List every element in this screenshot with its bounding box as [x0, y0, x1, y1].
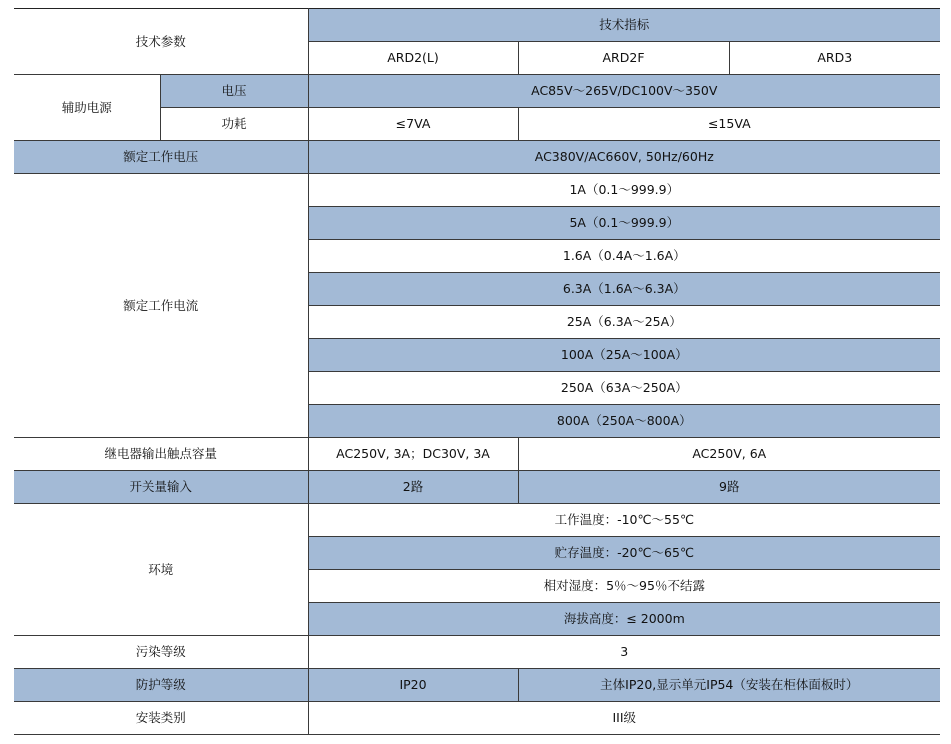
rated-voltage-row: [14, 141, 940, 174]
rated-current-value: 25A（6.3A～25A）: [308, 306, 940, 339]
environment-row: [14, 504, 940, 537]
aux-power-label: 辅助电源: [14, 75, 160, 141]
install-value: III级: [308, 702, 940, 735]
protection-ard2: IP20: [308, 669, 518, 702]
relay-label: 继电器输出触点容量: [14, 438, 308, 471]
switch-input-row: [14, 471, 940, 504]
rated-voltage-label: 额定工作电压: [14, 141, 308, 174]
voltage-value: AC85V～265V/DC100V～350V: [308, 75, 940, 108]
pollution-label: 污染等级: [14, 636, 308, 669]
model-ard2f: ARD2F: [518, 42, 729, 75]
voltage-label: 电压: [160, 75, 308, 108]
pollution-value: 3: [308, 636, 940, 669]
header-row: [14, 9, 940, 42]
model-ard2l: ARD2(L): [308, 42, 518, 75]
rated-current-value: 6.3A（1.6A～6.3A）: [308, 273, 940, 306]
environment-value: 工作温度：-10℃～55℃: [308, 504, 940, 537]
rated-current-row: [14, 174, 940, 207]
environment-label: 环境: [14, 504, 308, 636]
environment-value: 相对湿度：5％～95％不结露: [308, 570, 940, 603]
rated-current-value: 800A（250A～800A）: [308, 405, 940, 438]
protection-other: 主体IP20,显示单元IP54（安装在柜体面板时）: [518, 669, 940, 702]
relay-ard2: AC250V, 3A；DC30V, 3A: [308, 438, 518, 471]
power-ard2: ≤7VA: [308, 108, 518, 141]
rated-current-value: 1A（0.1～999.9）: [308, 174, 940, 207]
spec-header: 技术指标: [308, 9, 940, 42]
relay-row: [14, 438, 940, 471]
model-ard3: ARD3: [729, 42, 940, 75]
aux-voltage-row: [14, 75, 940, 108]
environment-value: 贮存温度：-20℃～65℃: [308, 537, 940, 570]
rated-current-value: 1.6A（0.4A～1.6A）: [308, 240, 940, 273]
power-label: 功耗: [160, 108, 308, 141]
switch-input-label: 开关量输入: [14, 471, 308, 504]
switch-input-other: 9路: [518, 471, 940, 504]
environment-value: 海拔高度：≤ 2000m: [308, 603, 940, 636]
relay-other: AC250V, 6A: [518, 438, 940, 471]
spec-table: [14, 8, 940, 735]
install-row: [14, 702, 940, 735]
switch-input-ard2: 2路: [308, 471, 518, 504]
protection-label: 防护等级: [14, 669, 308, 702]
rated-current-value: 100A（25A～100A）: [308, 339, 940, 372]
pollution-row: [14, 636, 940, 669]
protection-row: [14, 669, 940, 702]
rated-current-value: 5A（0.1～999.9）: [308, 207, 940, 240]
power-other: ≤15VA: [518, 108, 940, 141]
rated-voltage-value: AC380V/AC660V, 50Hz/60Hz: [308, 141, 940, 174]
install-label: 安装类别: [14, 702, 308, 735]
rated-current-label: 额定工作电流: [14, 174, 308, 438]
param-header: 技术参数: [14, 9, 308, 75]
rated-current-value: 250A（63A～250A）: [308, 372, 940, 405]
